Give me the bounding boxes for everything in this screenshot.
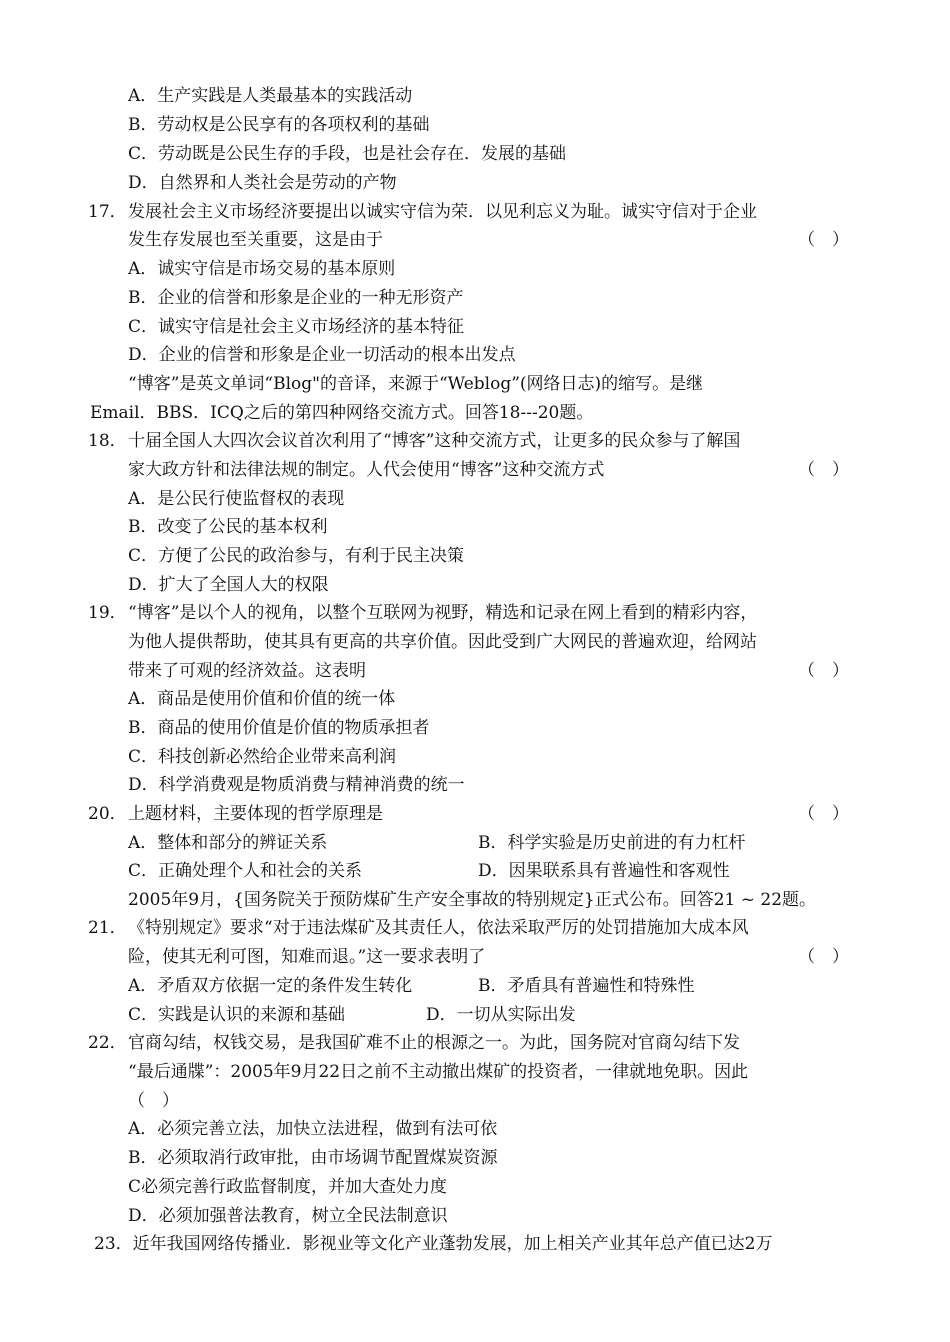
- q18-stem-line2: 家大政方针和法律法规的制定。人代会使用“博客”这种交流方式: [128, 460, 605, 480]
- q16-option-a: A．生产实践是人类最基本的实践活动: [128, 86, 413, 106]
- q21-option-d: D．一切从实际出发: [426, 1005, 576, 1025]
- q17-answer-blank: （ ）: [798, 230, 849, 250]
- q17-stem-line2: 发生存发展也至关重要，这是由于: [128, 230, 383, 250]
- q18-stem-line1: 十届全国人大四次会议首次利用了“博客”这种交流方式，让更多的民众参与了解国: [128, 431, 741, 451]
- q19-stem-line3: 带来了可观的经济效益。这表明: [128, 661, 366, 681]
- q20-option-a: A．整体和部分的辨证关系: [128, 833, 328, 853]
- q21-number: 21．: [88, 918, 127, 938]
- q19-answer-blank: （ ）: [798, 661, 849, 681]
- material-18-20-line2: Email．BBS．ICQ之后的第四种网络交流方式。回答18---20题。: [90, 403, 594, 423]
- q19-stem-line1: “博客”是以个人的视角，以整个互联网为视野，精选和记录在网上看到的精彩内容，: [128, 603, 758, 623]
- q17-option-d: D．企业的信誉和形象是企业一切活动的根本出发点: [128, 345, 516, 365]
- q18-option-a: A．是公民行使监督权的表现: [128, 489, 345, 509]
- q18-answer-blank: （ ）: [798, 460, 849, 480]
- q19-option-c: C．科技创新必然给企业带来高利润: [128, 747, 397, 767]
- material-21-22-line1: 2005年9月，{国务院关于预防煤矿生产安全事故的特别规定}正式公布。回答21 ~ 22题。: [128, 890, 817, 910]
- q21-answer-blank: （ ）: [798, 947, 849, 967]
- q22-answer-blank: （ ）: [128, 1091, 179, 1111]
- q21-option-a: A．矛盾双方依据一定的条件发生转化: [128, 976, 413, 996]
- q20-stem-line1: 上题材料，主要体现的哲学原理是: [128, 804, 383, 824]
- q16-option-c: C．劳动既是公民生存的手段，也是社会存在．发展的基础: [128, 144, 567, 164]
- q16-option-b: B．劳动权是公民享有的各项权利的基础: [128, 115, 430, 135]
- q23-stem-line1: 23．近年我国网络传播业．影视业等文化产业蓬勃发展，加上相关产业其年总产值已达2万: [94, 1234, 773, 1254]
- q20-option-d: D．因果联系具有普遍性和客观性: [478, 861, 730, 881]
- q22-stem-line2: “最后通牒”：2005年9月22日之前不主动撤出煤矿的投资者，一律就地免职。因此: [128, 1062, 749, 1082]
- q19-option-b: B．商品的使用价值是价值的物质承担者: [128, 718, 430, 738]
- material-18-20-line1: “博客”是英文单词“Blog"的音译，来源于“Weblog”(网络日志)的缩写。是继: [128, 374, 704, 394]
- q17-number: 17．: [88, 202, 127, 222]
- q22-option-d: D．必须加强普法教育，树立全民法制意识: [128, 1206, 448, 1226]
- q20-number: 20．: [88, 804, 127, 824]
- q16-option-d: D．自然界和人类社会是劳动的产物: [128, 173, 397, 193]
- q19-number: 19．: [88, 603, 127, 623]
- q22-option-b: B．必须取消行政审批，由市场调节配置煤炭资源: [128, 1148, 498, 1168]
- q17-option-c: C．诚实守信是社会主义市场经济的基本特征: [128, 317, 465, 337]
- q20-option-c: C．正确处理个人和社会的关系: [128, 861, 363, 881]
- q17-option-a: A．诚实守信是市场交易的基本原则: [128, 259, 396, 279]
- q19-option-d: D．科学消费观是物质消费与精神消费的统一: [128, 775, 465, 795]
- q19-option-a: A．商品是使用价值和价值的统一体: [128, 689, 396, 709]
- q21-option-b: B．矛盾具有普遍性和特殊性: [478, 976, 695, 996]
- q20-option-b: B．科学实验是历史前进的有力杠杆: [478, 833, 746, 853]
- q21-stem-line2: 险，使其无利可图，知难而退。”这一要求表明了: [128, 947, 486, 967]
- q18-option-d: D．扩大了全国人大的权限: [128, 575, 329, 595]
- q22-option-c: C必须完善行政监督制度，并加大查处力度: [128, 1177, 448, 1197]
- q18-number: 18．: [88, 431, 127, 451]
- q21-stem-line1: 《特别规定》要求“对于违法煤矿及其责任人，依法采取严厉的处罚措施加大成本风: [128, 918, 749, 938]
- q17-stem-line1: 发展社会主义市场经济要提出以诚实守信为荣．以见利忘义为耻。诚实守信对于企业: [128, 202, 757, 222]
- q18-option-b: B．改变了公民的基本权利: [128, 517, 328, 537]
- q22-number: 22．: [88, 1033, 127, 1053]
- q19-stem-line2: 为他人提供帮助，使其具有更高的共享价值。因此受到广大网民的普遍欢迎，给网站: [128, 632, 757, 652]
- q21-option-c: C．实践是认识的来源和基础: [128, 1005, 346, 1025]
- q20-answer-blank: （ ）: [798, 804, 849, 824]
- q22-stem-line1: 官商勾结，权钱交易，是我国矿难不止的根源之一。为此，国务院对官商勾结下发: [128, 1033, 740, 1053]
- q22-option-a: A．必须完善立法，加快立法进程，做到有法可依: [128, 1119, 498, 1139]
- q17-option-b: B．企业的信誉和形象是企业的一种无形资产: [128, 288, 464, 308]
- q18-option-c: C．方便了公民的政治参与，有利于民主决策: [128, 546, 465, 566]
